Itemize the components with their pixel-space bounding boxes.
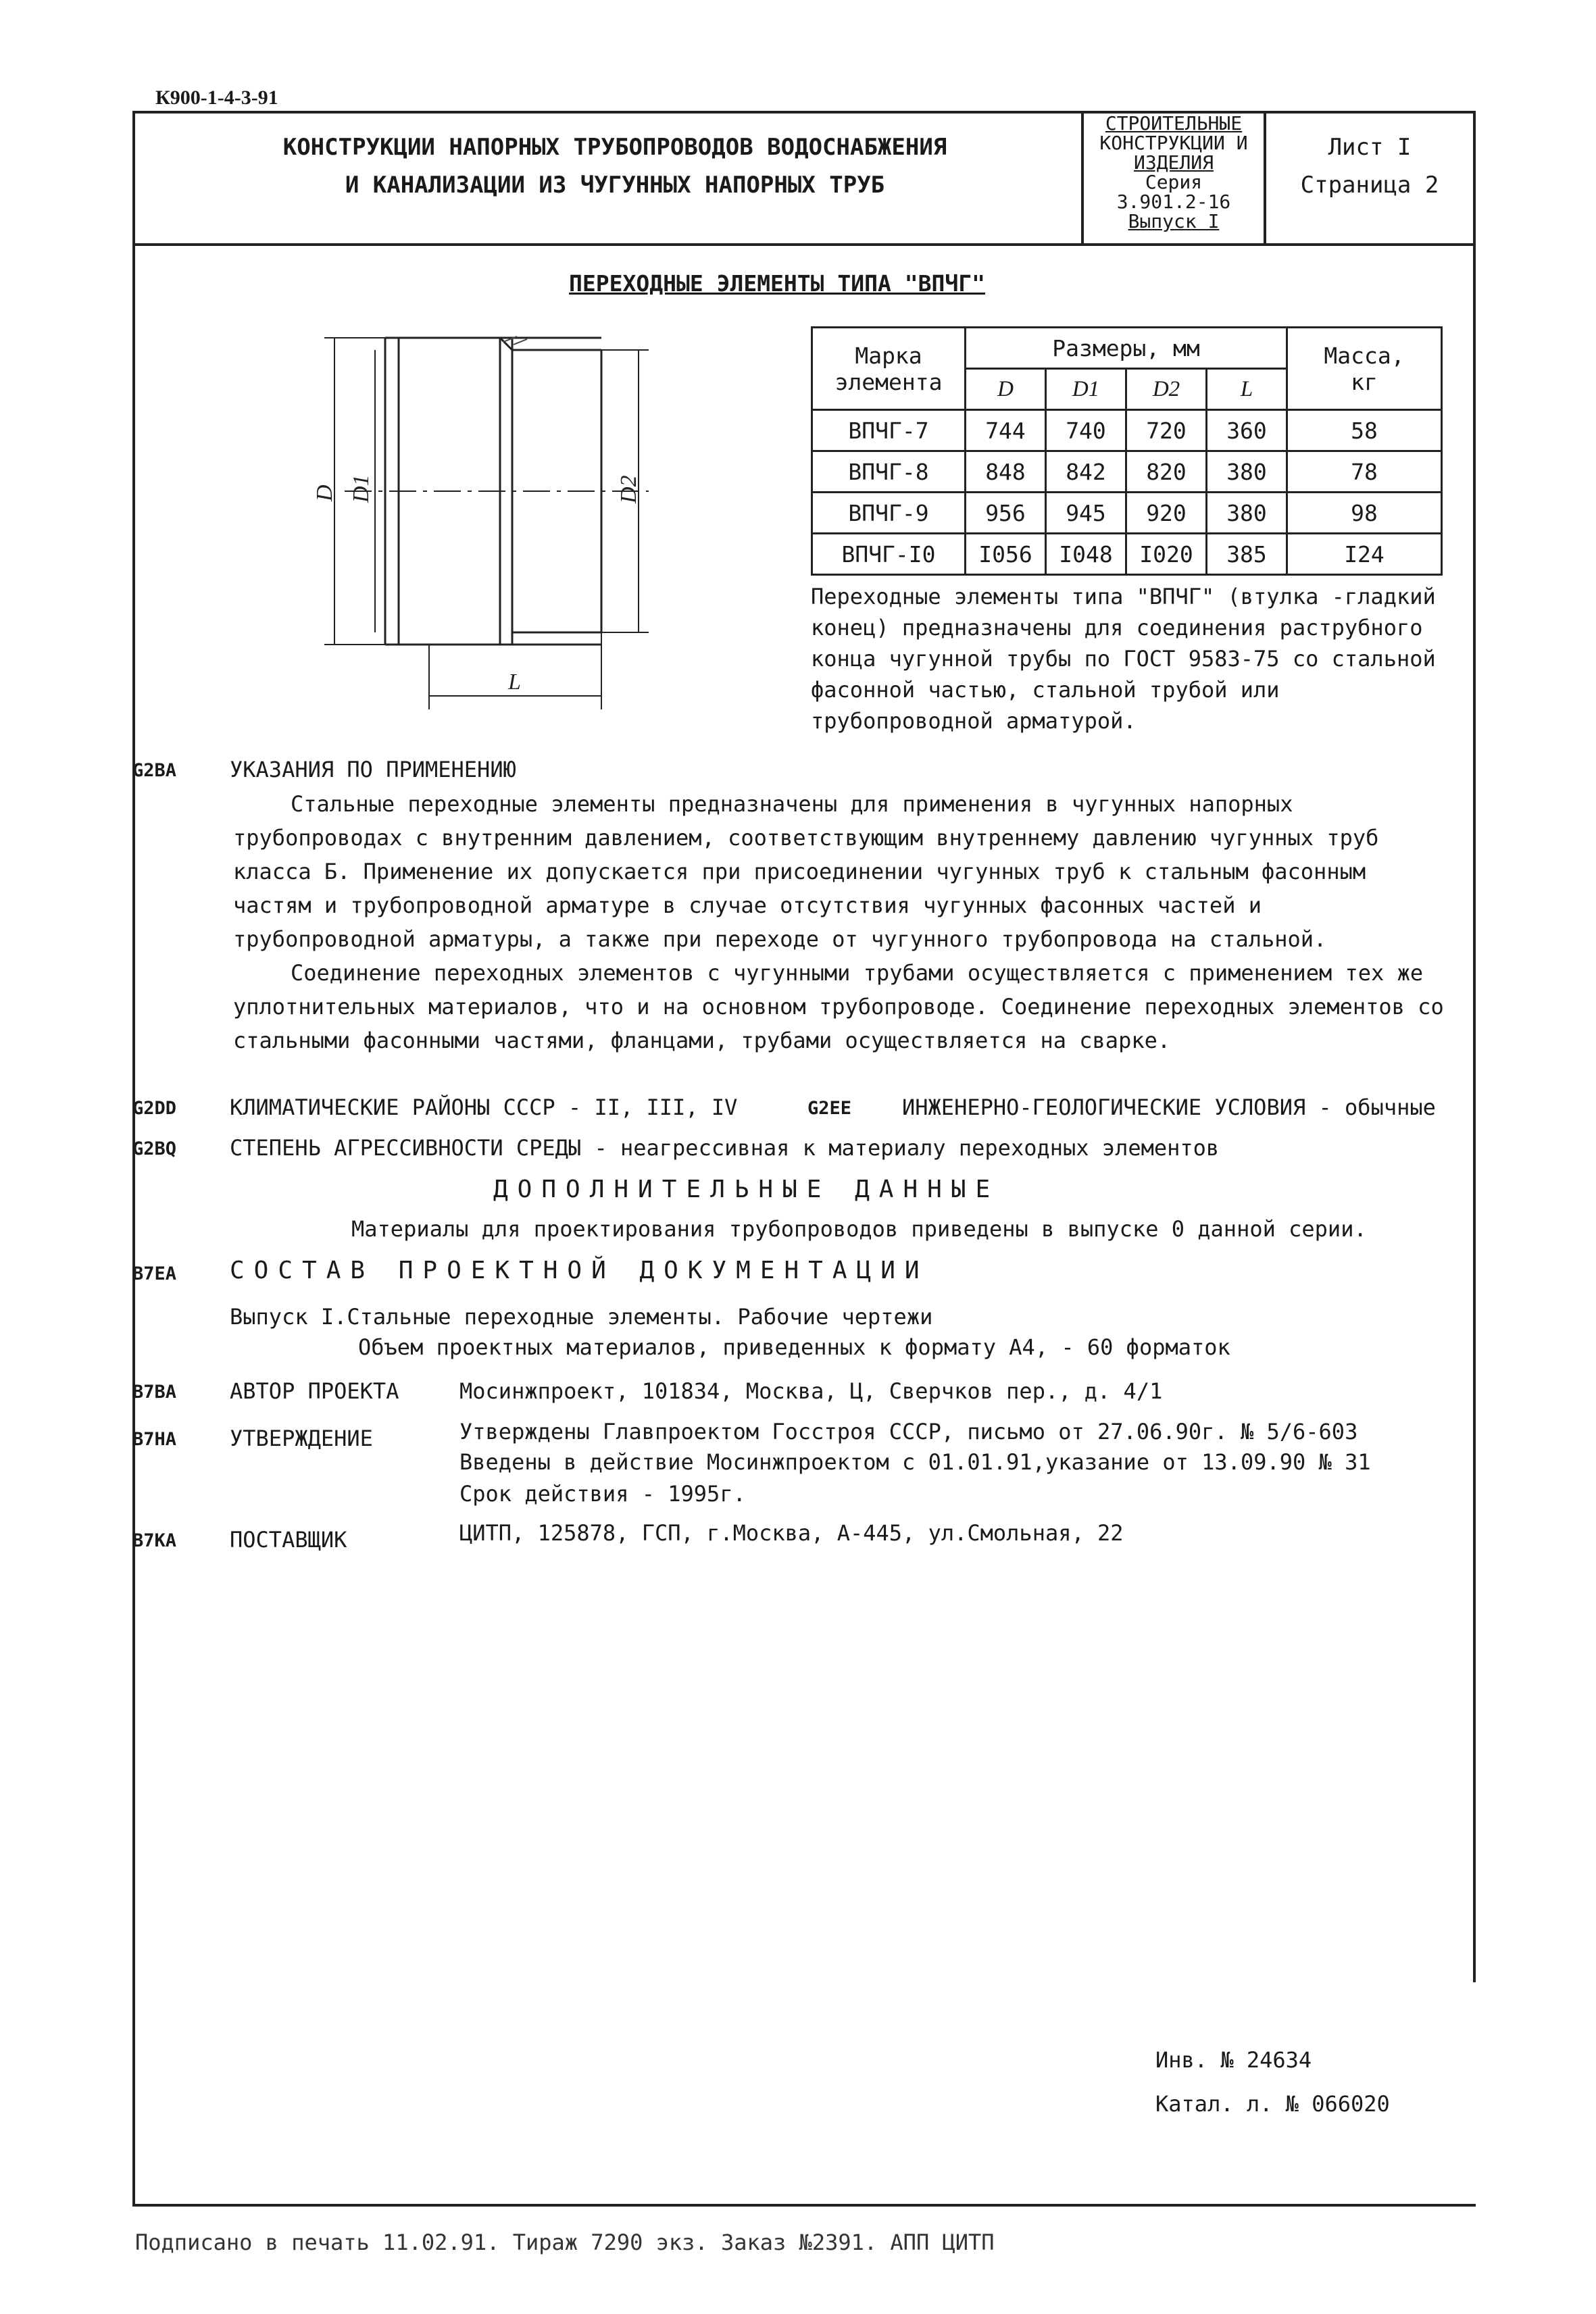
table-header-D2: D2 [1126, 369, 1207, 410]
cell-L: 380 [1207, 451, 1287, 493]
table-header-L: L [1207, 369, 1287, 410]
classifier-code: B7HA [132, 1429, 177, 1450]
table-row [812, 493, 1442, 534]
catalog-number: Катал. л. № 066020 [1155, 2091, 1390, 2117]
issue-label: Выпуск I [1128, 210, 1220, 232]
author-label: АВТОР ПРОЕКТА [230, 1378, 399, 1404]
application-heading: УКАЗАНИЯ ПО ПРИМЕНЕНИЮ [230, 757, 516, 782]
additional-text: Материалы для проектирования трубопроводов приведены в выпуске 0 данной серии. [351, 1216, 1367, 1242]
table-header-D: D [966, 369, 1046, 410]
element-description: Переходные элементы типа "ВПЧГ" (втулка -гладкий конец) предназначены для соединения раструбного конца чугунной трубы по ГОСТ 9583-75 со стальной фасонной частью, стальной трубой или трубопроводной арматурой. [811, 584, 1436, 734]
supplier-label: ПОСТАВЩИК [230, 1527, 347, 1553]
series-label: Серия [1145, 171, 1203, 193]
author-value: Мосинжпроект, 101834, Москва, Ц, Сверчков пер., д. 4/1 [459, 1378, 1163, 1404]
supplier-value: ЦИТП, 125878, ГСП, г.Москва, А-445, ул.Смольная, 22 [459, 1520, 1124, 1546]
hatch [514, 339, 527, 345]
cell-L: 360 [1207, 410, 1287, 451]
approval-line: Утверждены Главпроектом Госстроя СССР, письмо от 27.06.90г. № 5/6-603 [459, 1419, 1358, 1444]
cell-L: 380 [1207, 493, 1287, 534]
cell-D1: 842 [1046, 451, 1126, 493]
header-series-block [1084, 114, 1264, 231]
composition-line: Выпуск I.Стальные переходные элементы. Рабочие чертежи [230, 1304, 933, 1330]
cell-D: 956 [966, 493, 1046, 534]
section-title: ПЕРЕХОДНЫЕ ЭЛЕМЕНТЫ ТИПА "ВПЧГ" [569, 270, 985, 297]
application-text [233, 787, 1449, 1057]
table-header-text: элемента [834, 368, 943, 395]
label-D2: D2 [616, 475, 641, 503]
cell-D2: I020 [1126, 534, 1207, 575]
cell-D1: 740 [1046, 410, 1126, 451]
application-paragraph: Соединение переходных элементов с чугунными трубами осуществляется с применением тех же уплотнительных материалов, что и на основном трубопроводе. Соединение переходных элементов со стальными фасонными частями, фланцами, трубами осуществляется на сварке. [233, 960, 1444, 1053]
table-header-text: Марка [855, 342, 922, 369]
table-header-text: кг [1351, 368, 1378, 395]
cell-mark: ВПЧГ-9 [812, 493, 966, 534]
inventory-number: Инв. № 24634 [1155, 2047, 1312, 2073]
table-row [812, 534, 1442, 575]
table-header-mass [1287, 328, 1442, 410]
cell-mark: ВПЧГ-8 [812, 451, 966, 493]
cell-mass: 58 [1287, 410, 1442, 451]
table-header-text: Масса, [1324, 342, 1405, 369]
geological-conditions: ИНЖЕНЕРНО-ГЕОЛОГИЧЕСКИЕ УСЛОВИЯ - обычные [902, 1095, 1436, 1120]
classifier-code: G2BA [132, 760, 177, 781]
document-code: К900-1-4-3-91 [155, 86, 278, 109]
cell-D2: 720 [1126, 410, 1207, 451]
category-line: СТРОИТЕЛЬНЫЕ [1105, 112, 1243, 134]
cell-L: 385 [1207, 534, 1287, 575]
approval-line: Введены в действие Мосинжпроектом с 01.01.91,указание от 13.09.90 № 31 [459, 1449, 1371, 1475]
cell-D2: 920 [1126, 493, 1207, 534]
label-D1: D1 [349, 474, 374, 503]
table-header-D1: D1 [1046, 369, 1126, 410]
cell-D1: 945 [1046, 493, 1126, 534]
classifier-code: B7KA [132, 1530, 177, 1551]
frame-bottom-border [132, 2204, 1476, 2207]
approval-line: Срок действия - 1995г. [459, 1481, 746, 1507]
approval-label: УТВЕРЖДЕНИЕ [230, 1426, 373, 1451]
sheet-number: Лист I [1328, 134, 1412, 161]
print-footer: Подписано в печать 11.02.91. Тираж 7290 экз. Заказ №2391. АПП ЦИТП [135, 2230, 995, 2255]
cell-mark: ВПЧГ-I0 [812, 534, 966, 575]
label-L: L [508, 670, 521, 695]
table-row [812, 410, 1442, 451]
category-line: ИЗДЕЛИЯ [1133, 151, 1214, 174]
header-sheet-block [1266, 128, 1473, 204]
cell-D: 848 [966, 451, 1046, 493]
category-line: КОНСТРУКЦИИ И [1099, 132, 1248, 154]
dimensions-table [811, 326, 1443, 576]
page-number: Страница 2 [1300, 172, 1439, 199]
classifier-code: G2BQ [132, 1138, 177, 1159]
cell-mass: 98 [1287, 493, 1442, 534]
table-row [812, 451, 1442, 493]
transition-piece-drawing [284, 318, 676, 730]
cell-D1: I048 [1046, 534, 1126, 575]
aggressiveness-text: СТЕПЕНЬ АГРЕССИВНОСТИ СРЕДЫ - неагрессивная к материалу переходных элементов [230, 1135, 1220, 1161]
label-D: D [312, 484, 337, 501]
composition-heading: СОСТАВ ПРОЕКТНОЙ ДОКУМЕНТАЦИИ [230, 1257, 929, 1284]
series-number: 3.901.2-16 [1116, 191, 1231, 213]
cell-D2: 820 [1126, 451, 1207, 493]
table-header-sizes: Размеры, мм [966, 328, 1287, 369]
table-header-mark [812, 328, 966, 410]
cell-D: I056 [966, 534, 1046, 575]
header-title-line: И КАНАЛИЗАЦИИ ИЗ ЧУГУННЫХ НАПОРНЫХ ТРУБ [345, 172, 885, 199]
classifier-code: B7BA [132, 1382, 177, 1403]
classifier-code: G2DD [132, 1098, 177, 1119]
composition-line: Объем проектных материалов, приведенных к формату А4, - 60 форматок [358, 1334, 1230, 1360]
cell-mass: I24 [1287, 534, 1442, 575]
cell-D: 744 [966, 410, 1046, 451]
header-title-line: КОНСТРУКЦИИ НАПОРНЫХ ТРУБОПРОВОДОВ ВОДОСНАБЖЕНИЯ [282, 134, 947, 161]
classifier-code: G2EE [807, 1098, 852, 1119]
additional-heading: ДОПОЛНИТЕЛЬНЫЕ ДАННЫЕ [493, 1176, 1000, 1203]
header-title [176, 128, 1054, 204]
cell-mass: 78 [1287, 451, 1442, 493]
cell-mark: ВПЧГ-7 [812, 410, 966, 451]
frame-right-border [1473, 111, 1476, 1982]
classifier-code: B7EA [132, 1263, 177, 1284]
application-paragraph: Стальные переходные элементы предназначены для применения в чугунных напорных трубопроводах с внутренним давлением, соответствующим внутреннему давлению чугунных труб класса Б. Применение их допускается при присоединении чугунных труб к стальным фасонным частям и трубопроводной арматуре в случае отсутствия чугунных фасонных частей и трубопроводной арматуры, а также при переходе от чугунного трубопровода на стальной. [233, 791, 1379, 952]
climate-regions: КЛИМАТИЧЕСКИЕ РАЙОНЫ СССР - II, III, IV [230, 1095, 738, 1120]
